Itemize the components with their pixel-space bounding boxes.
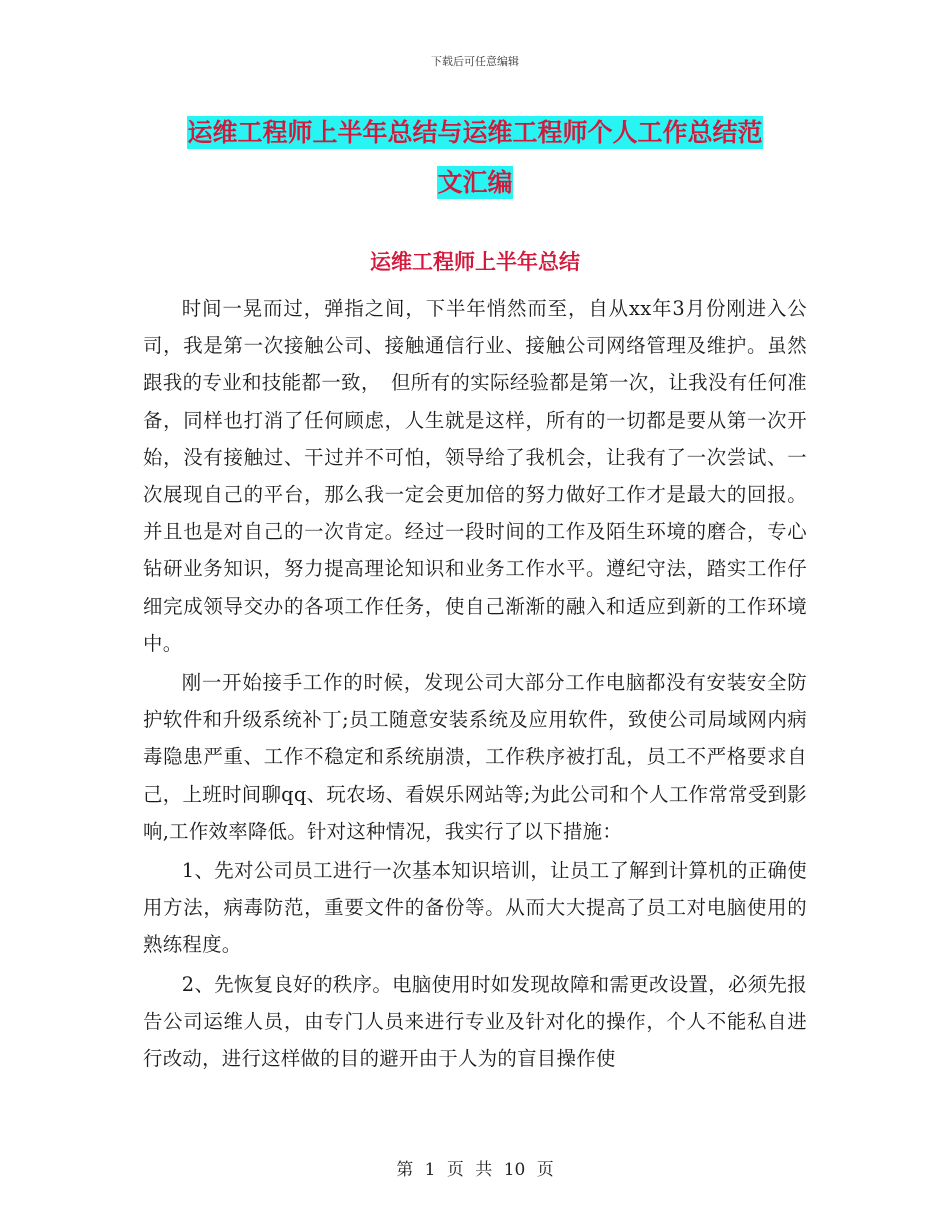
paragraph: 1、先对公司员工进行一次基本知识培训，让员工了解到计算机的正确使用方法，病毒防范，重要文件的备份等。从而大大提高了员工对电脑使用的熟练程度。 [143, 859, 807, 957]
page-footer: 第 1 页 共 10 页 [396, 1160, 554, 1180]
page-header-note: 下载后可任意编辑 [431, 55, 519, 68]
document-title-line-1: 运维工程师上半年总结与运维工程师个人工作总结范 [187, 118, 763, 147]
paragraph: 时间一晃而过，弹指之间，下半年悄然而至，自从xx年3月份刚进入公司，我是第一次接触公司、接触通信行业、接触公司网络管理及维护。虽然跟我的专业和技能都一致， 但所有的实际经验都是第一次，让我没有任何准备，同样也打消了任何顾虑，人生就是这样，所有的一切都是要从第一次开始，没有接触过、干过并不可怕，领导给了我机会，让我有了一次尝试、一次展现自己的平台，那么我一定会更加倍的努力做好工作才是最大的回报。并且也是对自己的一次肯定。经过一段时间的工作及陌生环境的磨合，专心钻研业务知识，努力提高理论知识和业务工作水平。遵纪守法，踏实工作仔细完成领导交办的各项工作任务，使自己渐渐的融入和适应到新的工作环境中。 [143, 297, 807, 655]
document-title [140, 108, 810, 208]
paragraph: 2、先恢复良好的秩序。电脑使用时如发现故障和需更改设置，必须先报告公司运维人员，由专门人员来进行专业及针对化的操作，个人不能私自进行改动，进行这样做的目的避开由于人为的盲目操作使 [143, 972, 807, 1071]
document-title-line-2: 文汇编 [437, 168, 513, 197]
section-title: 运维工程师上半年总结 [370, 250, 580, 274]
paragraph: 刚一开始接手工作的时候，发现公司大部分工作电脑都没有安装安全防护软件和升级系统补丁;员工随意安装系统及应用软件，致使公司局域网内病毒隐患严重、工作不稳定和系统崩溃，工作秩序被打乱，员工不严格要求自己，上班时间聊qq、玩农场、看娱乐网站等;为此公司和个人工作常常受到影响,工作效率降低。针对这种情况，我实行了以下措施： [143, 671, 807, 843]
document-body [143, 290, 807, 1079]
